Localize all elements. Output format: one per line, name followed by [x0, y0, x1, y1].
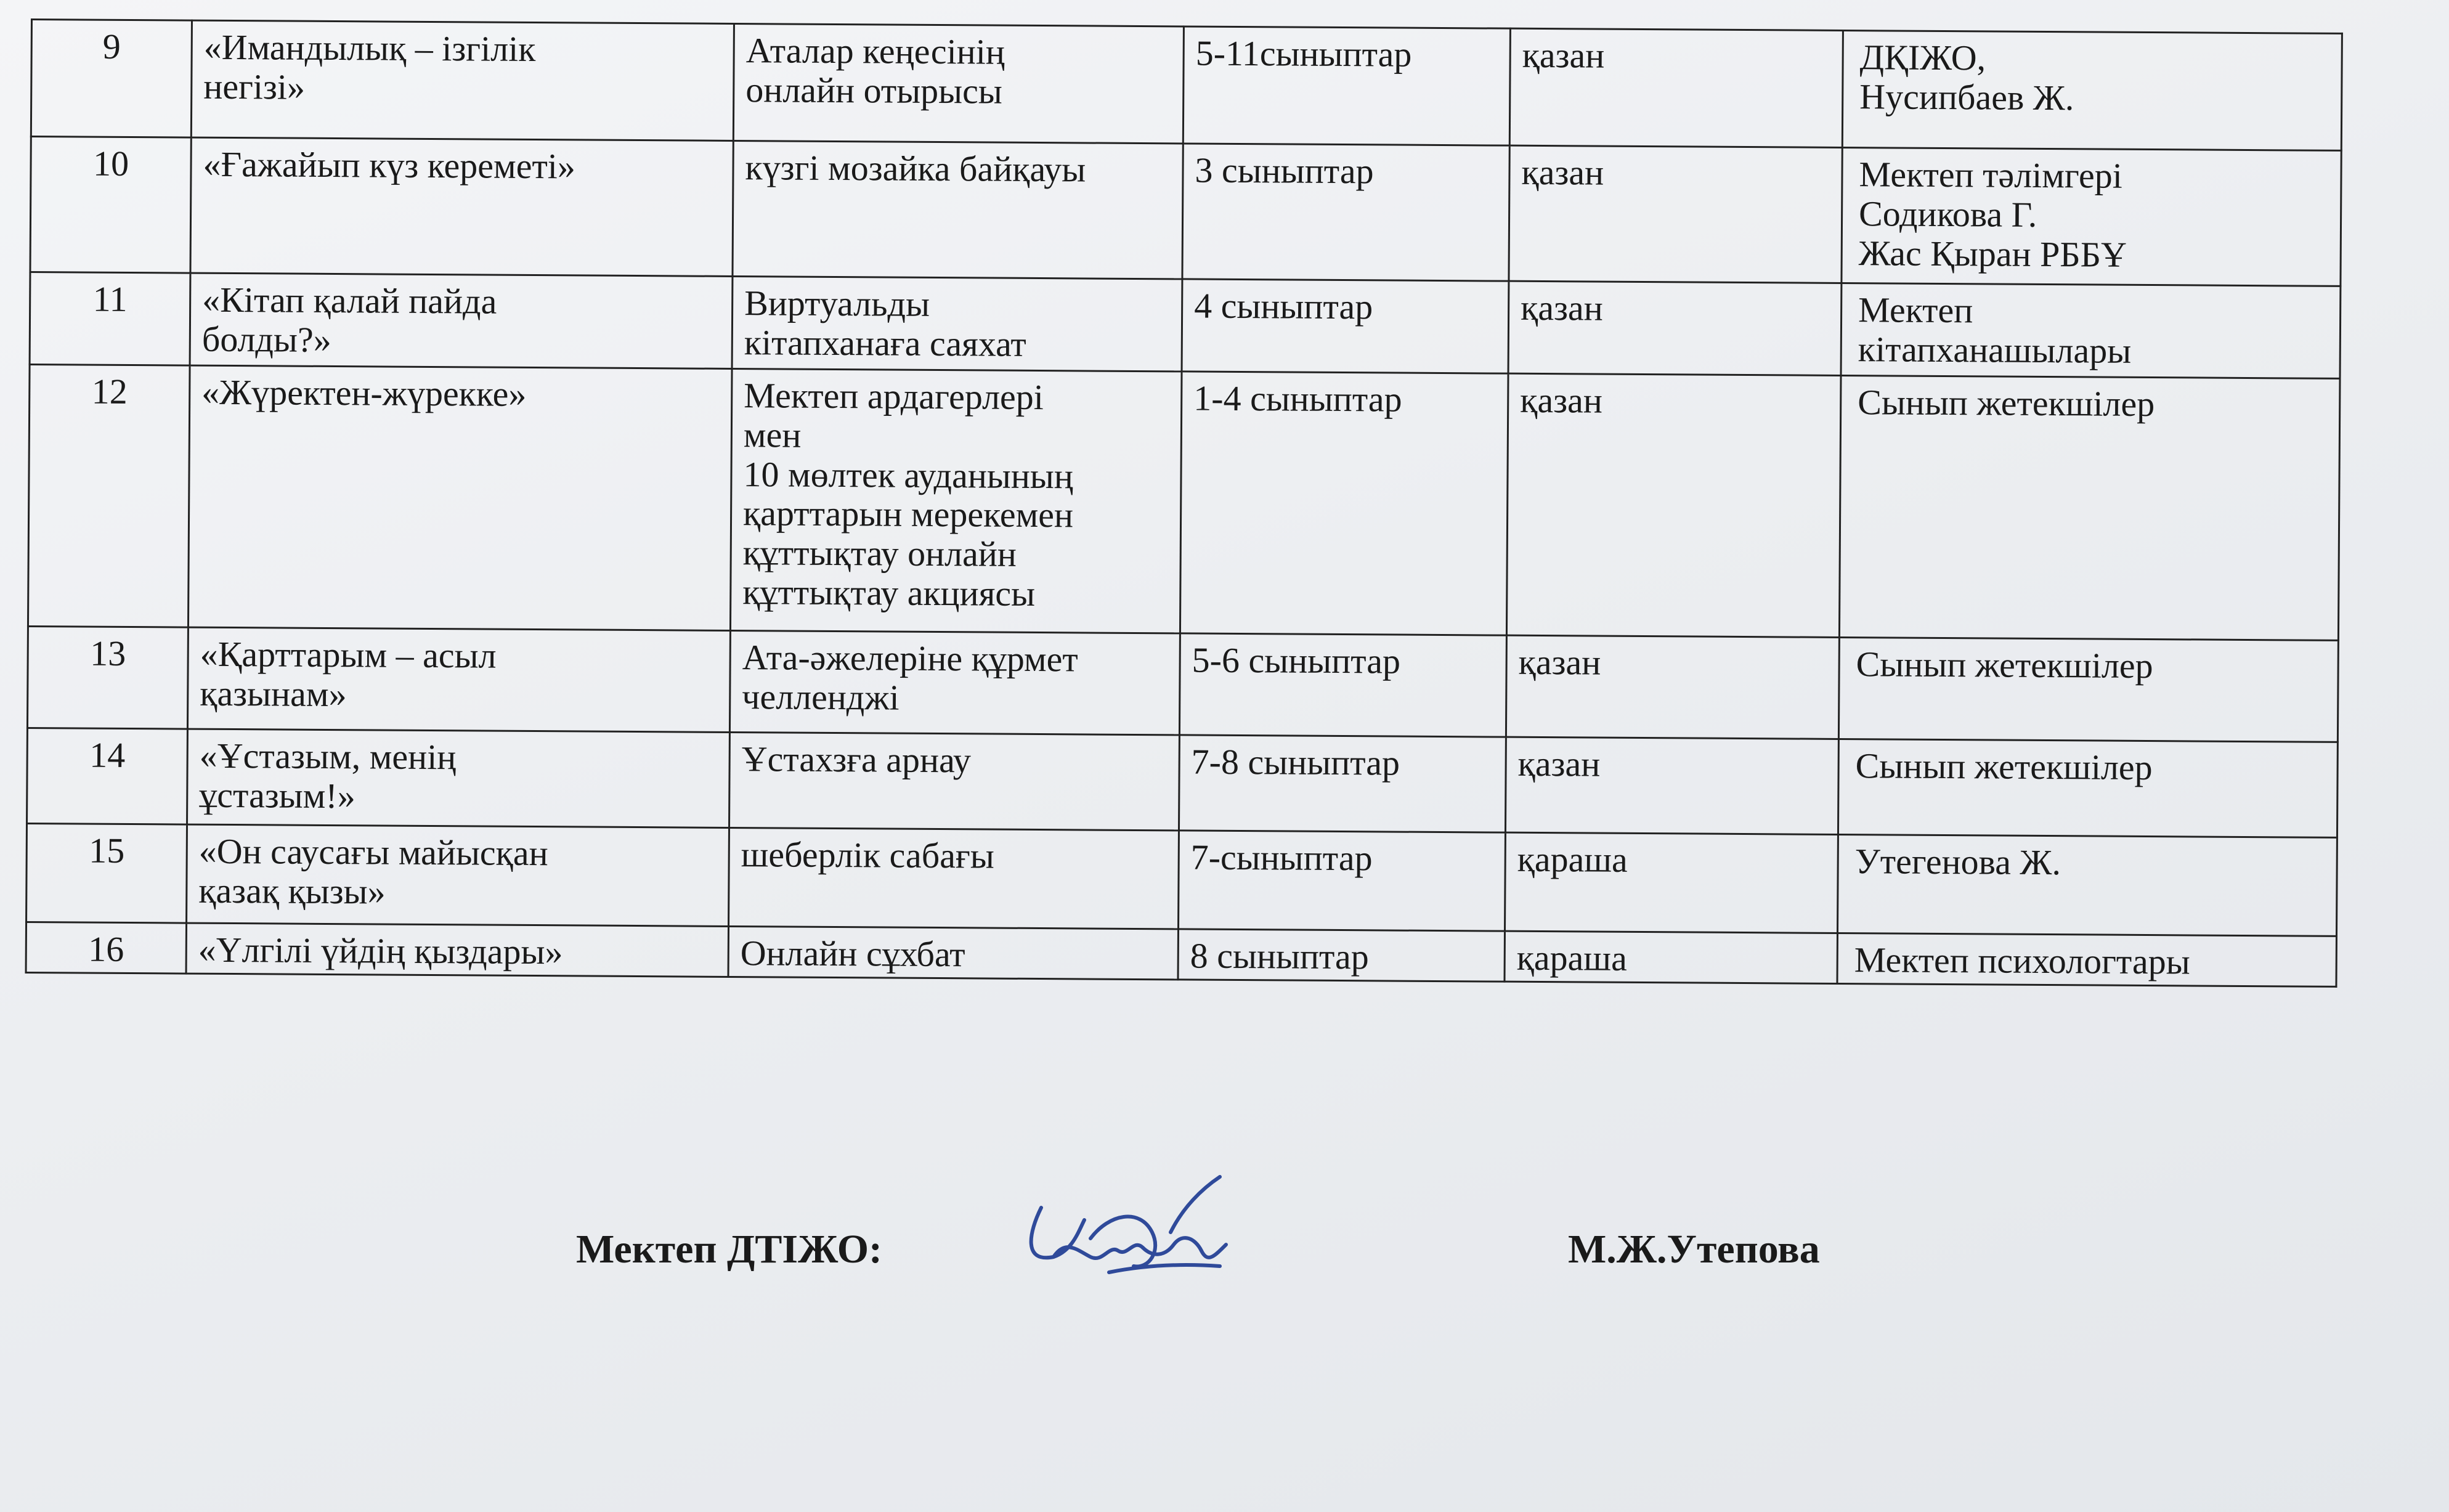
table-row [26, 823, 2337, 936]
event-name: «Ұстазым, менің ұстазым!» [187, 729, 730, 827]
event-form: Виртуальды кітапханаға саяхат [732, 276, 1182, 371]
row-number: 13 [27, 626, 188, 729]
event-classes: 5-6 сыныптар [1179, 633, 1506, 737]
events-table [25, 18, 2343, 988]
event-form: шеберлік сабағы [729, 827, 1179, 929]
row-number: 14 [27, 728, 188, 824]
event-form: Ата-әжелеріне құрмет челленджі [729, 630, 1180, 734]
row-number: 9 [31, 20, 192, 138]
table-row [28, 364, 2340, 640]
event-classes: 3 сыныптар [1182, 144, 1509, 281]
table-row [30, 272, 2341, 379]
row-number: 16 [26, 922, 186, 973]
event-responsible: Сынып жетекшілер [1838, 739, 2337, 837]
event-name: «Ғажайып күз кереметі» [190, 137, 733, 276]
signature-image [1017, 1164, 1238, 1306]
table-row [30, 137, 2341, 287]
event-responsible: Мектеп кітапханашылары [1841, 283, 2341, 378]
event-responsible: Мектеп психологтары [1837, 933, 2336, 986]
event-responsible: Сынып жетекшілер [1839, 375, 2340, 640]
event-time: қараша [1505, 832, 1838, 933]
event-name: «Кітап қалай пайда болды?» [190, 273, 733, 368]
event-form: Онлайн сұхбат [728, 926, 1178, 979]
event-time: қараша [1505, 931, 1837, 983]
event-responsible: ДҚІЖО, Нусипбаев Ж. [1842, 30, 2342, 150]
events-table-body [26, 20, 2342, 987]
event-form: Аталар кеңесінің онлайн отырысы [733, 23, 1184, 143]
row-number: 12 [28, 364, 190, 627]
event-name: «Жүректен-жүрекке» [188, 365, 732, 630]
row-number: 15 [26, 823, 187, 923]
event-classes: 7-сыныптар [1179, 831, 1506, 931]
event-responsible: Мектеп тәлімгері Содикова Г. Жас Қыран РББҰ [1842, 147, 2341, 286]
event-form: Мектеп ардагерлері мен 10 мөлтек ауданының қарттарын мерекемен құттықтау онлайн құттықтау акциясы [730, 368, 1182, 633]
event-name: «Он саусағы майысқан қазақ қызы» [187, 824, 729, 926]
table-row [27, 728, 2338, 837]
event-name: «Имандылық – ізгілік негізі» [191, 20, 734, 140]
event-classes: 5-11сыныптар [1183, 26, 1510, 145]
event-time: қазан [1509, 28, 1843, 147]
event-time: қазан [1508, 281, 1842, 375]
event-form: Ұстахзға арнау [729, 732, 1179, 830]
event-classes: 7-8 сыныптар [1179, 735, 1506, 832]
event-name: «Қарттарым – асыл қазынам» [187, 627, 730, 732]
event-time: қазан [1506, 635, 1839, 739]
event-classes: 1-4 сыныптар [1180, 372, 1508, 635]
row-number: 10 [30, 137, 191, 274]
footer-role: Мектеп ДТІЖО: [576, 1227, 883, 1272]
event-time: қазан [1506, 373, 1841, 637]
table-row [31, 20, 2342, 151]
event-responsible: Утегенова Ж. [1837, 834, 2337, 936]
table-row [27, 626, 2338, 742]
footer-name: М.Ж.Утепова [1568, 1227, 1820, 1272]
event-time: қазан [1505, 737, 1838, 834]
event-responsible: Сынып жетекшілер [1838, 637, 2338, 742]
event-classes: 8 сыныптар [1178, 929, 1505, 982]
row-number: 11 [30, 272, 190, 366]
event-form: күзгі мозайка байқауы [733, 140, 1183, 278]
event-classes: 4 сыныптар [1182, 279, 1509, 373]
event-time: қазан [1509, 145, 1842, 283]
event-name: «Үлгілі үйдің қыздары» [186, 923, 728, 977]
